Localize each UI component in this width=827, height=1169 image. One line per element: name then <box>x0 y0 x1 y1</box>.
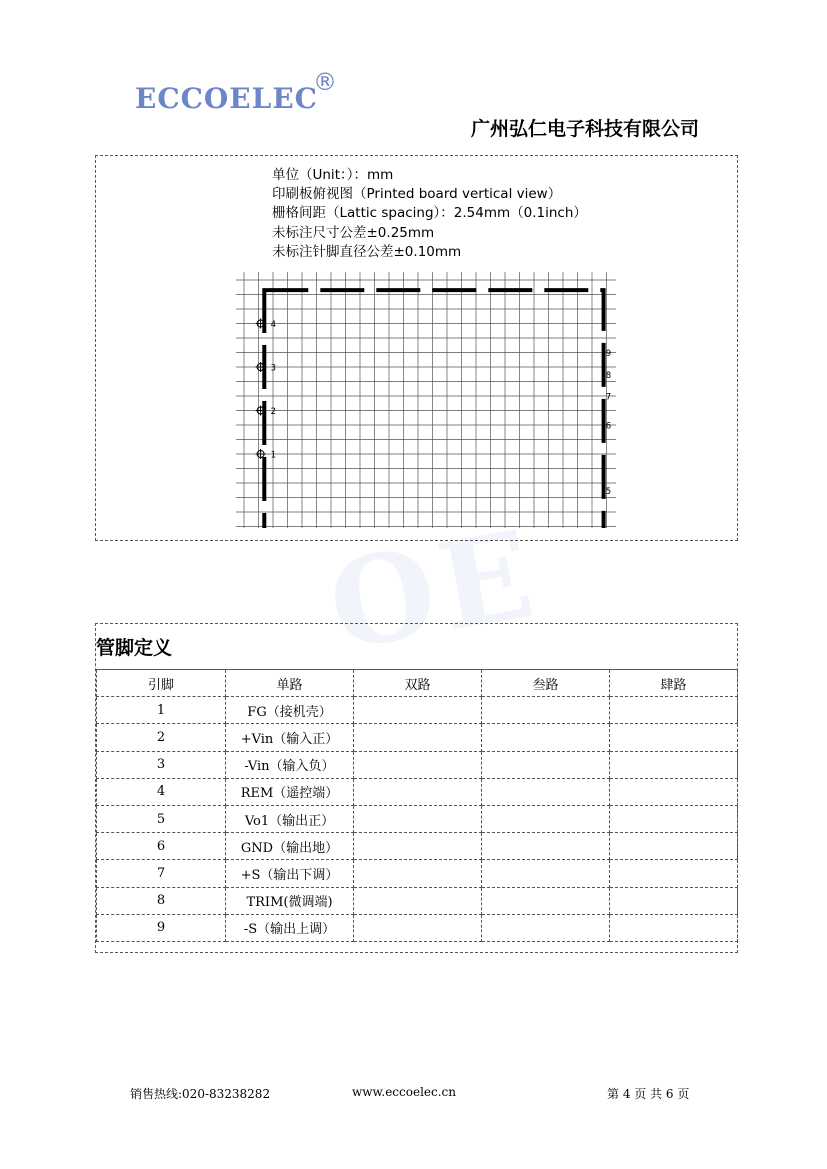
table-row <box>97 724 738 751</box>
header-triple: 叁路 <box>482 670 610 697</box>
note-unit: 单位（Unit：）：mm <box>272 167 394 183</box>
cell <box>610 887 738 914</box>
cell <box>482 914 610 941</box>
cell: 2 <box>97 724 226 751</box>
cell: +Vin（输入正） <box>226 724 354 751</box>
note-pin-tolerance: 未标注针脚直径公差±0.10mm <box>272 243 462 260</box>
cell <box>354 914 482 941</box>
cell <box>354 833 482 860</box>
header-pin: 引脚 <box>97 670 226 697</box>
cell <box>482 778 610 805</box>
cell: 9 <box>97 914 226 941</box>
pin-label: 7 <box>605 392 612 403</box>
pin-label: 2 <box>270 407 277 417</box>
pin-label: 5 <box>605 486 612 497</box>
cell: 7 <box>97 860 226 887</box>
cell <box>610 805 738 832</box>
board-outline <box>264 290 603 528</box>
cell <box>482 751 610 778</box>
table-row <box>97 697 738 724</box>
dimension-notes <box>272 166 587 262</box>
cell <box>354 805 482 832</box>
cell: -Vin（输入负） <box>226 751 354 778</box>
pcb-grid-diagram <box>236 272 616 528</box>
cell <box>354 697 482 724</box>
table-row <box>97 914 738 941</box>
pin-table-title: 管脚定义 <box>96 637 173 659</box>
cell <box>354 751 482 778</box>
note-view: 印刷板俯视图（Printed board vertical view） <box>272 186 562 203</box>
cell <box>482 860 610 887</box>
cell: 4 <box>97 778 226 805</box>
table-row <box>97 805 738 832</box>
cell: 5 <box>97 805 226 832</box>
cell <box>610 833 738 860</box>
cell <box>482 697 610 724</box>
watermark: OE <box>319 503 549 678</box>
cell: -S（输出上调） <box>226 914 354 941</box>
cell <box>354 778 482 805</box>
header-single: 单路 <box>226 670 354 697</box>
cell <box>610 860 738 887</box>
cell <box>354 887 482 914</box>
cell <box>610 724 738 751</box>
cell: 6 <box>97 833 226 860</box>
cell <box>482 805 610 832</box>
pin-label: 1 <box>270 450 277 461</box>
registered-mark: ® <box>313 68 337 96</box>
cell <box>610 697 738 724</box>
cell <box>610 751 738 778</box>
cell <box>482 833 610 860</box>
pin-label: 8 <box>605 370 612 381</box>
cell: 8 <box>97 887 226 914</box>
cell: TRIM(微调端) <box>226 887 354 914</box>
header-dual: 双路 <box>354 670 482 697</box>
cell: 1 <box>97 697 226 724</box>
table-row <box>97 833 738 860</box>
footer-website[interactable]: www.eccoelec.cn <box>352 1085 456 1099</box>
table-row <box>97 751 738 778</box>
logo: ECCOELEC <box>135 82 318 115</box>
cell: +S（输出下调） <box>226 860 354 887</box>
cell <box>482 887 610 914</box>
cell: GND（输出地） <box>226 833 354 860</box>
pin-label: 4 <box>270 320 277 330</box>
footer-hotline: 销售热线:020-83238282 <box>130 1087 271 1101</box>
pin-label: 9 <box>605 349 612 359</box>
header-quad: 肆路 <box>610 670 738 697</box>
cell: FG（接机壳） <box>226 697 354 724</box>
company-name: 广州弘仁电子科技有限公司 <box>470 118 699 140</box>
footer-page-info: 第 4 页 共 6 页 <box>607 1087 690 1101</box>
cell <box>610 778 738 805</box>
pin-label: 3 <box>270 363 277 374</box>
table-row <box>97 778 738 805</box>
pin-table <box>96 669 738 942</box>
cell: 3 <box>97 751 226 778</box>
cell <box>610 914 738 941</box>
table-row <box>97 860 738 887</box>
pin-label: 6 <box>605 421 612 432</box>
table-row <box>97 887 738 914</box>
note-tolerance: 未标注尺寸公差±0.25mm <box>272 224 435 241</box>
cell <box>482 724 610 751</box>
cell: Vo1（输出正） <box>226 805 354 832</box>
cell <box>354 724 482 751</box>
table-header-row <box>97 670 738 697</box>
note-spacing: 栅格间距（Lattic spacing）：2.54mm（0.1inch） <box>272 205 587 222</box>
cell <box>354 860 482 887</box>
cell: REM（遥控端） <box>226 778 354 805</box>
